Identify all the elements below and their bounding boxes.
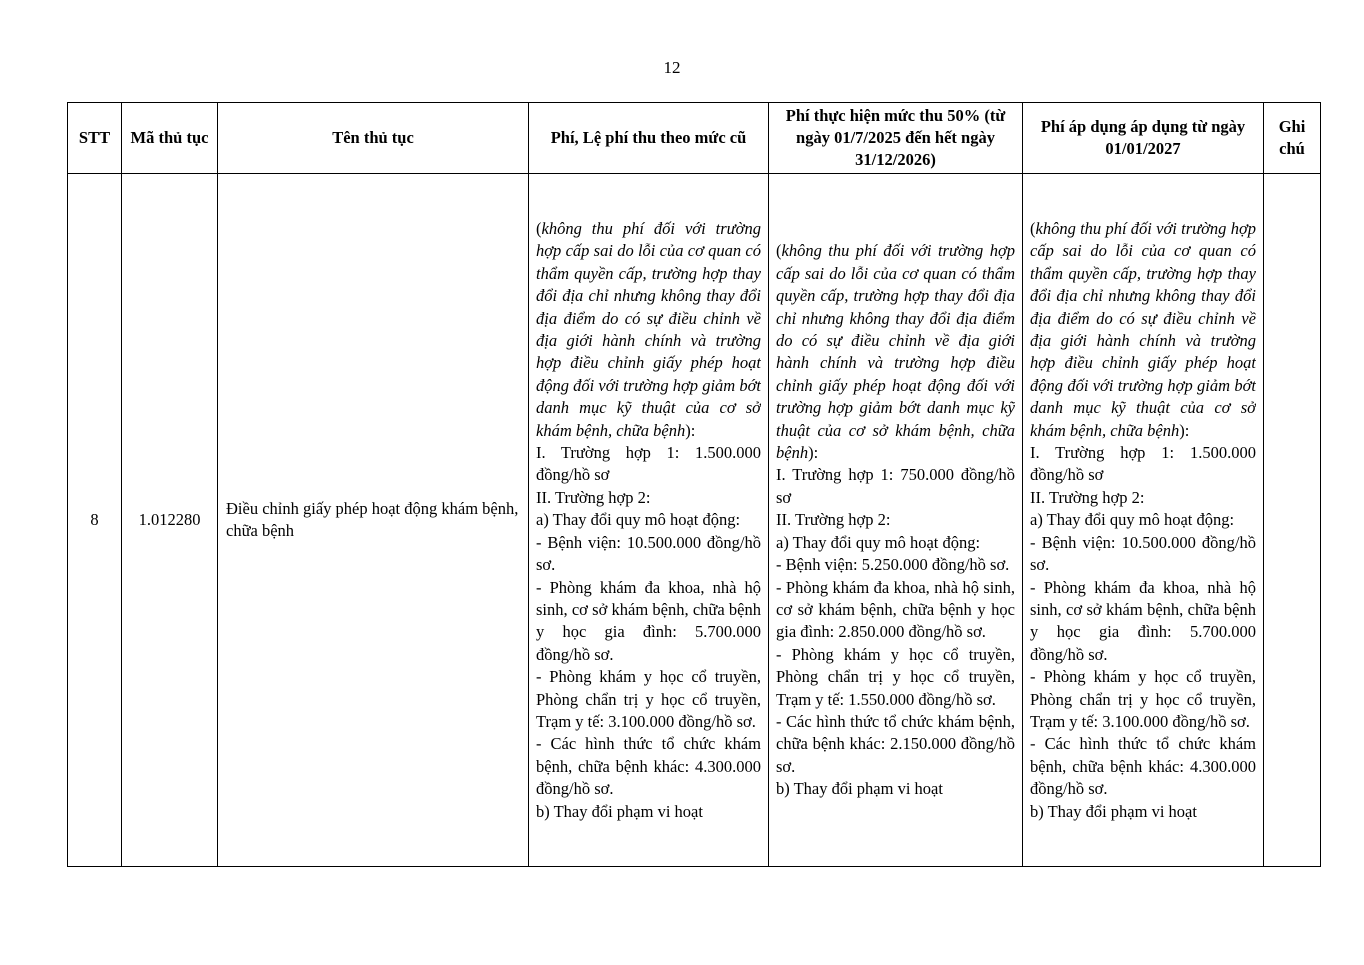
row-stt: 8 <box>68 174 122 867</box>
header-new-fee: Phí áp dụng áp dụng từ ngày 01/01/2027 <box>1023 103 1264 174</box>
new-fee-line: - Phòng khám đa khoa, nhà hộ sinh, cơ sở khám bệnh, chữa bệnh y học gia đình: 5.700.000 đồng/hồ sơ. <box>1030 577 1256 664</box>
new-fee-line: - Các hình thức tổ chức khám bệnh, chữa bệnh khác: 4.300.000 đồng/hồ sơ. <box>1030 734 1256 799</box>
row-procedure-code: 1.012280 <box>122 174 218 867</box>
old-fee-exemption: (không thu phí đối với trường hợp cấp sai do lỗi của cơ quan có thẩm quyền cấp, trường hợp thay đổi địa chỉ nhưng không thay đổi địa điểm do có sự điều chỉnh về địa giới hành chính và trường hợp điều chỉnh giấy phép hoạt động đối với trường hợp giảm bớt danh mục kỹ thuật của cơ sở khám bệnh, chữa bệnh): <box>536 219 761 440</box>
half-fee-line: - Phòng khám y học cổ truyền, Phòng chẩn trị y học cổ truyền, Trạm y tế: 1.550.000 đồng/hồ sơ. <box>776 644 1015 709</box>
row-new-fee <box>1023 174 1264 867</box>
old-fee-line: - Phòng khám đa khoa, nhà hộ sinh, cơ sở khám bệnh, chữa bệnh y học gia đình: 5.700.000 đồng/hồ sơ. <box>536 577 761 664</box>
half-fee-line: a) Thay đổi quy mô hoạt động: <box>776 532 981 552</box>
half-fee-line: I. Trường hợp 1: 750.000 đồng/hồ sơ <box>776 465 1015 507</box>
header-procedure-code: Mã thủ tục <box>122 103 218 174</box>
half-fee-line: - Các hình thức tổ chức khám bệnh, chữa bệnh khác: 2.150.000 đồng/hồ sơ. <box>776 711 1015 776</box>
page-number: 12 <box>663 58 681 77</box>
table-header-row <box>68 103 1321 174</box>
row-procedure-name: Điều chỉnh giấy phép hoạt động khám bệnh, chữa bệnh <box>218 174 529 867</box>
half-fee-line: b) Thay đổi phạm vi hoạt <box>776 779 943 799</box>
row-note <box>1264 174 1321 867</box>
half-fee-line: - Bệnh viện: 5.250.000 đồng/hồ sơ. <box>776 555 1010 575</box>
old-fee-line: II. Trường hợp 2: <box>536 487 651 507</box>
old-fee-line: - Các hình thức tổ chức khám bệnh, chữa bệnh khác: 4.300.000 đồng/hồ sơ. <box>536 734 761 799</box>
new-fee-line: II. Trường hợp 2: <box>1030 487 1145 507</box>
header-procedure-name: Tên thủ tục <box>218 103 529 174</box>
old-fee-line: - Phòng khám y học cổ truyền, Phòng chẩn trị y học cổ truyền, Trạm y tế: 3.100.000 đồng/hồ sơ. <box>536 667 761 731</box>
new-fee-line: - Phòng khám y học cổ truyền, Phòng chẩn trị y học cổ truyền, Trạm y tế: 3.100.000 đồng/hồ sơ. <box>1030 667 1256 731</box>
row-half-fee <box>769 174 1023 867</box>
header-old-fee: Phí, Lệ phí thu theo mức cũ <box>529 103 769 174</box>
fee-table <box>67 102 1321 867</box>
new-fee-text <box>1030 218 1256 823</box>
new-fee-line: - Bệnh viện: 10.500.000 đồng/hồ sơ. <box>1030 532 1256 575</box>
header-note: Ghi chú <box>1264 103 1321 174</box>
header-stt: STT <box>68 103 122 174</box>
new-fee-line: a) Thay đổi quy mô hoạt động: <box>1030 510 1235 530</box>
half-fee-text <box>776 240 1015 800</box>
old-fee-line: I. Trường hợp 1: 1.500.000 đồng/hồ sơ <box>536 443 761 485</box>
new-fee-line: b) Thay đổi phạm vi hoạt <box>1030 801 1197 821</box>
new-fee-line: I. Trường hợp 1: 1.500.000 đồng/hồ sơ <box>1030 443 1256 485</box>
old-fee-line: - Bệnh viện: 10.500.000 đồng/hồ sơ. <box>536 532 761 575</box>
half-fee-line: - Phòng khám đa khoa, nhà hộ sinh, cơ sở khám bệnh, chữa bệnh y học gia đình: 2.850.000 đồng/hồ sơ. <box>776 577 1015 642</box>
old-fee-line: a) Thay đổi quy mô hoạt động: <box>536 510 741 530</box>
half-fee-line: II. Trường hợp 2: <box>776 510 891 530</box>
row-old-fee <box>529 174 769 867</box>
old-fee-line: b) Thay đổi phạm vi hoạt <box>536 801 703 821</box>
table-row <box>68 174 1321 867</box>
new-fee-exemption: (không thu phí đối với trường hợp cấp sai do lỗi của cơ quan có thẩm quyền cấp, trường hợp thay đổi địa chỉ nhưng không thay đổi địa điểm do có sự điều chỉnh về địa giới hành chính và trường hợp điều chỉnh giấy phép hoạt động đối với trường hợp giảm bớt danh mục kỹ thuật của cơ sở khám bệnh, chữa bệnh): <box>1030 219 1256 440</box>
half-fee-exemption: (không thu phí đối với trường hợp cấp sai do lỗi của cơ quan có thẩm quyền cấp, trường hợp thay đổi địa chỉ nhưng không thay đổi địa điểm do có sự điều chỉnh về địa giới hành chính và trường hợp điều chỉnh giấy phép hoạt động đối với trường hợp giảm bớt danh mục kỹ thuật của cơ sở khám bệnh, chữa bệnh): <box>776 241 1015 463</box>
old-fee-text <box>536 218 761 823</box>
header-half-fee: Phí thực hiện mức thu 50% (từ ngày 01/7/2025 đến hết ngày 31/12/2026) <box>769 103 1023 174</box>
